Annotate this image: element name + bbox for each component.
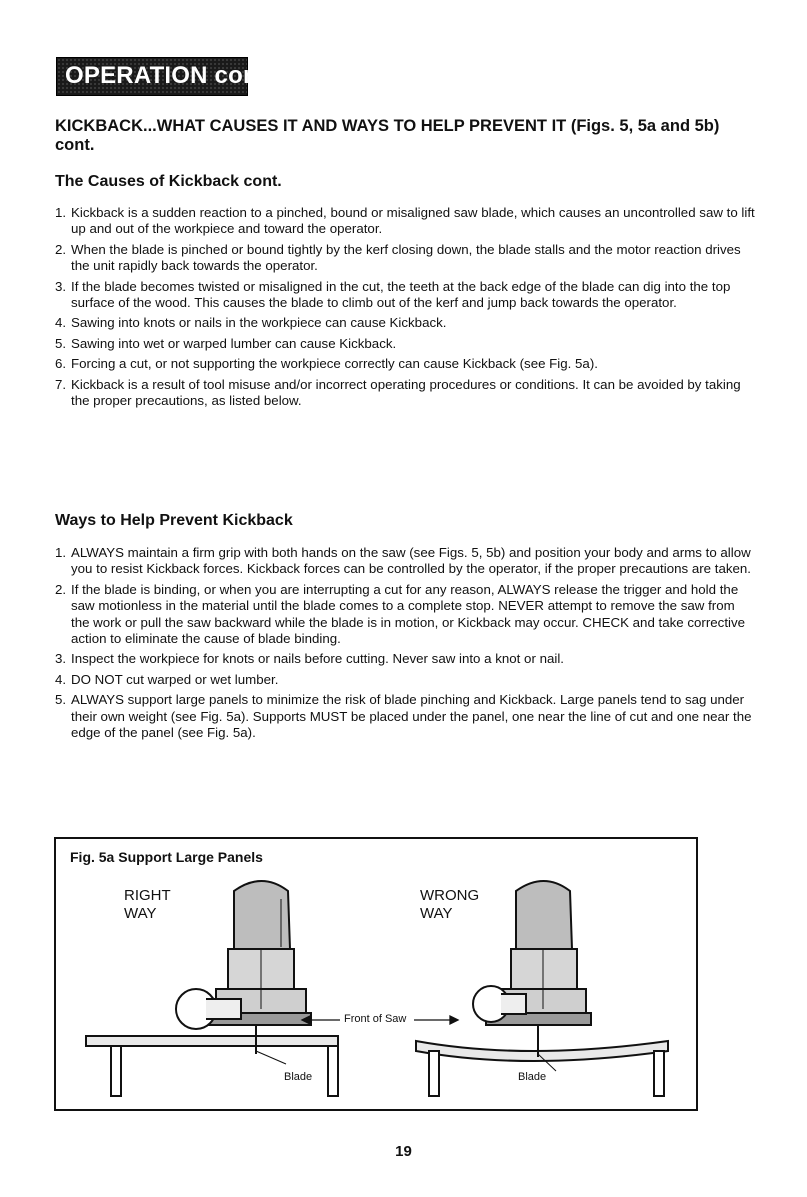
blade-label-left: Blade	[284, 1071, 313, 1083]
section-header-title: OPERATION cont.	[65, 62, 273, 89]
list-item: 1. ALWAYS maintain a firm grip with both hands on the saw (see Figs. 5, 5b) and position your body and arms to allow you to resist Kickback forces. Kickback forces can be controlled by the operator, if the proper precautions are taken.	[55, 545, 751, 577]
causes-list	[55, 205, 755, 413]
list-item: 2. If the blade is binding, or when you are interrupting a cut for any reason, ALWAYS release the trigger and hold the saw motionless in the material until the blade comes to a complete stop. NEVER attempt to remove the saw from the work or pull the saw backward while the blade is in motion, or Kickback may occur. CHECK and take corrective action to eliminate the cause of blade binding.	[55, 581, 746, 647]
section-header	[56, 57, 273, 96]
list-item: 2. When the blade is pinched or bound tightly by the kerf closing down, the blade stalls and the motor reaction drives the unit rapidly back towards the operator.	[55, 241, 741, 274]
jigsaw-illustration	[56, 839, 696, 1109]
prevent-heading: Ways to Help Prevent Kickback	[55, 512, 293, 529]
wrong-way-label: WRONG WAY	[420, 887, 480, 922]
causes-heading: The Causes of Kickback cont.	[55, 173, 282, 190]
prevent-list	[55, 545, 755, 745]
figure-support-panels	[54, 837, 698, 1111]
blade-label-right: Blade	[518, 1071, 547, 1083]
list-item: 5. ALWAYS support large panels to minimize the risk of blade pinching and Kickback. Large panels tend to sag under their own weight (see Fig. 5a). Supports MUST be placed under the panel, one near the line of cut and one near the edge of the panel (see Fig. 5a).	[55, 692, 752, 741]
list-item: 1. Kickback is a sudden reaction to a pinched, bound or misaligned saw blade, which causes an uncontrolled saw to lift up and out of the workpiece and toward the operator.	[55, 205, 755, 237]
list-item: 4. Sawing into knots or nails in the workpiece can cause Kickback.	[55, 315, 447, 331]
list-item: 3. Inspect the workpiece for knots or nails before cutting. Never saw into a knot or nail.	[55, 651, 564, 667]
list-item: 4. DO NOT cut warped or wet lumber.	[55, 671, 279, 687]
list-item: 7. Kickback is a result of tool misuse and/or incorrect operating procedures or conditions. It can be avoided by taking the proper precautions, as listed below.	[55, 376, 741, 409]
front-of-saw-label: Front of Saw	[344, 1013, 407, 1025]
right-way-label: RIGHT WAY	[124, 887, 171, 922]
list-item: 3. If the blade becomes twisted or misaligned in the cut, the teeth at the back edge of the blade can dig into the top surface of the wood. This causes the blade to climb out of the kerf and jump back towards the operator.	[55, 278, 731, 311]
list-item: 6. Forcing a cut, or not supporting the workpiece correctly can cause Kickback (see Fig. 5a).	[55, 356, 598, 372]
page-title: KICKBACK...WHAT CAUSES IT AND WAYS TO HELP PREVENT IT (Figs. 5, 5a and 5b) cont.	[55, 117, 720, 154]
figure-title: Fig. 5a Support Large Panels	[70, 849, 263, 865]
list-item: 5. Sawing into wet or warped lumber can cause Kickback.	[55, 335, 397, 351]
page-number: 19	[395, 1143, 412, 1160]
